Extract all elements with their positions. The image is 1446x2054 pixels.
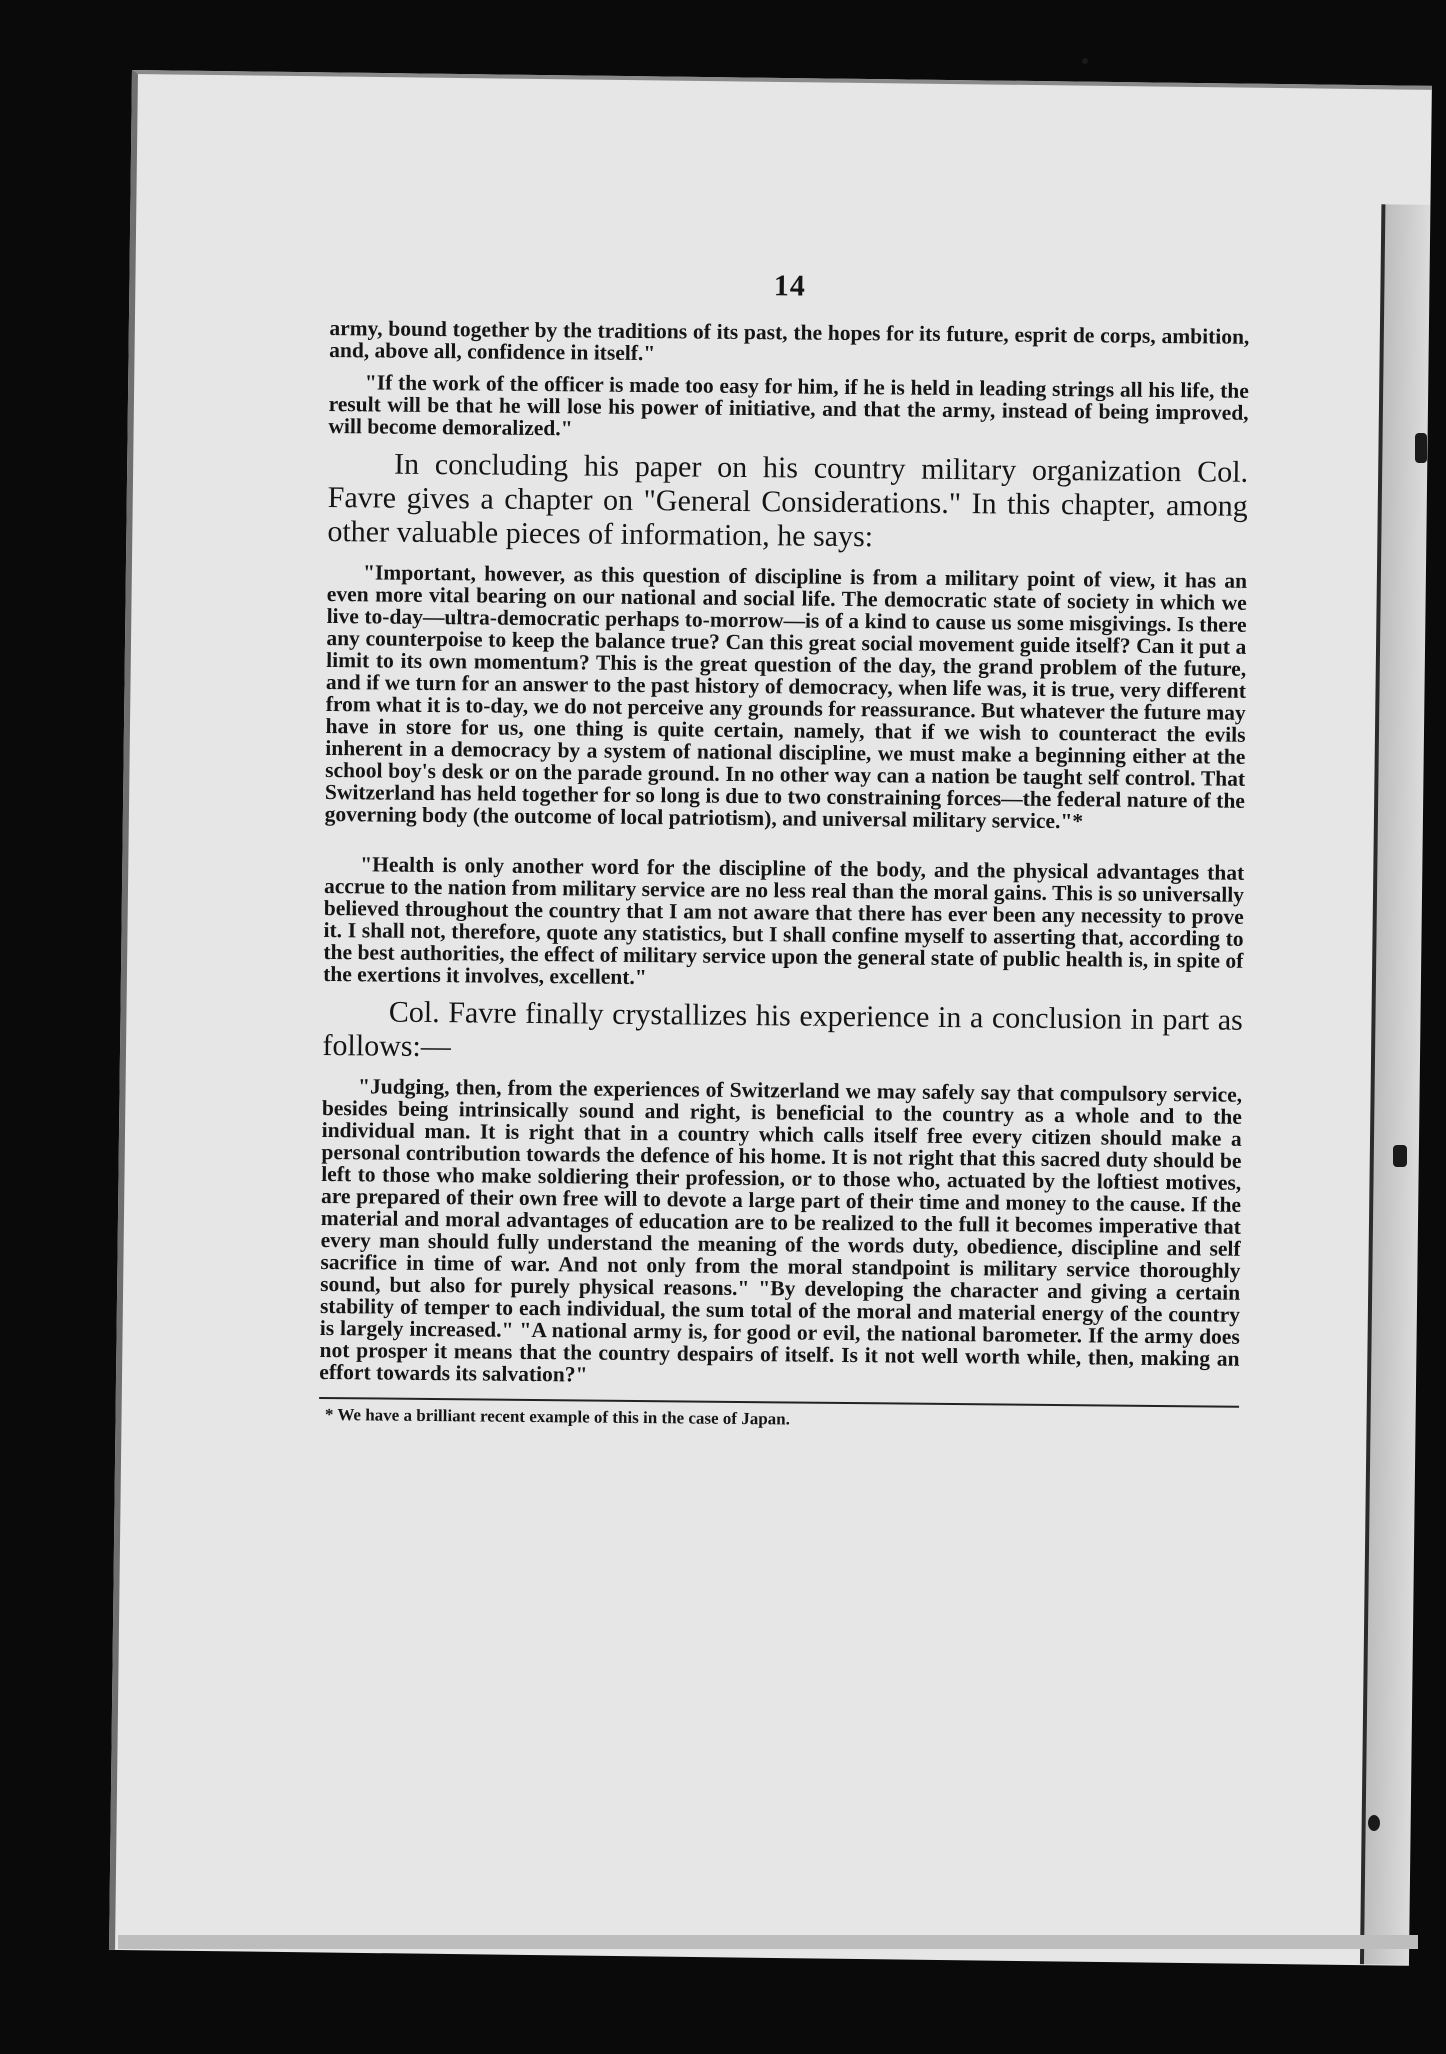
quote-paragraph: "If the work of the officer is made too easy for him, if he is held in leading strings all his life, the result will be that he will lose his power of initiative, and that the army, instead of being improved, will become demoralized." [328,370,1249,441]
quote-paragraph: "Health is only another word for the discipline of the body, and the physical advantages that accrue to the nation from military service are no less real than the moral gains. This is so universally believed throughout the country that I am not aware that there has ever been any necessity to prove it. I shall not, therefore, quote any statistics, but I shall confine myself to asserting that, according to the best authorities, the effect of military service upon the general state of public health is, in spite of the exertions it involves, excellent." [323,852,1245,990]
body-paragraph: In concluding his paper on his country military organization Col. Favre gives a chapter on "General Considerations." In this chapter, among other valuable pieces of information, he says: [327,447,1249,554]
quote-paragraph: "Judging, then, from the experiences of Switzerland we may safely say that compulsory service, besides being intrinsically sound and right, is beneficial to the country as a whole and to the individual man. It is right that in a country which calls itself free every citizen should make a personal contribution towards the defence of his home. It is not right that this sacred duty should be left to those who make soldiering their profession, or to those who, actuated by the loftiest motives, are prepared of their own free will to devote a large part of their time and money to the cause. If the material and moral advantages of education are to be realized to the full it becomes imperative that every man should fully understand the meaning of the words duty, obedience, discipline and self sacrifice in time of war. And not only from the moral standpoint is military service thoroughly sound, but also for purely physical reasons." "By developing the character and giving a certain stability of temper to each individual, the sum total of the moral and material energy of the country is largely increased." "A national army is, for good or evil, the national barometer. If the army does not prosper it means that the country despairs of itself. Is it not well worth while, then, making an effort towards its salvation?" [319,1074,1243,1387]
page-text [319,265,1250,1434]
page-bottom-edge [118,1935,1418,1949]
footnote: * We have a brilliant recent example of this in the case of Japan. [324,1405,791,1429]
dust-speck [1368,1815,1380,1831]
dust-speck [1415,433,1427,463]
quote-paragraph: army, bound together by the traditions of its past, the hopes for its future, esprit de corps, ambition, and, above all, confidence in itself." [329,315,1250,366]
dust-speck [1393,1145,1407,1167]
body-paragraph: Col. Favre finally crystallizes his experience in a conclusion in part as follows:— [322,995,1243,1064]
dust-speck [1082,58,1088,64]
quote-paragraph: "Important, however, as this question of discipline is from a military point of view, it has an even more vital bearing on our national and social life. The democratic state of society in which we live to-day—ultra-democratic perhaps to-morrow—is of a kind to cause us some misgivings. Is there any counterpoise to keep the balance true? Can this great social movement guide itself? Can it put a limit to its own momentum? This is the great question of the day, the grand problem of the future, and if we turn for an answer to the past history of democracy, when life was, it is true, very different from what it is to-day, we do not perceive any grounds for reassurance. But whatever the future may have in store for us, one thing is quite certain, namely, that if we wish to counteract the evils inherent in a democracy by a system of national discipline, we must make a beginning either at the school boy's desk or on the parade ground. In no other way can a nation be taught self control. That Switzerland has held together for so long is due to two constraining forces—the federal nature of the governing body (the outcome of local patriotism), and universal military service."* [324,560,1248,834]
page-number: 14 [773,269,806,303]
